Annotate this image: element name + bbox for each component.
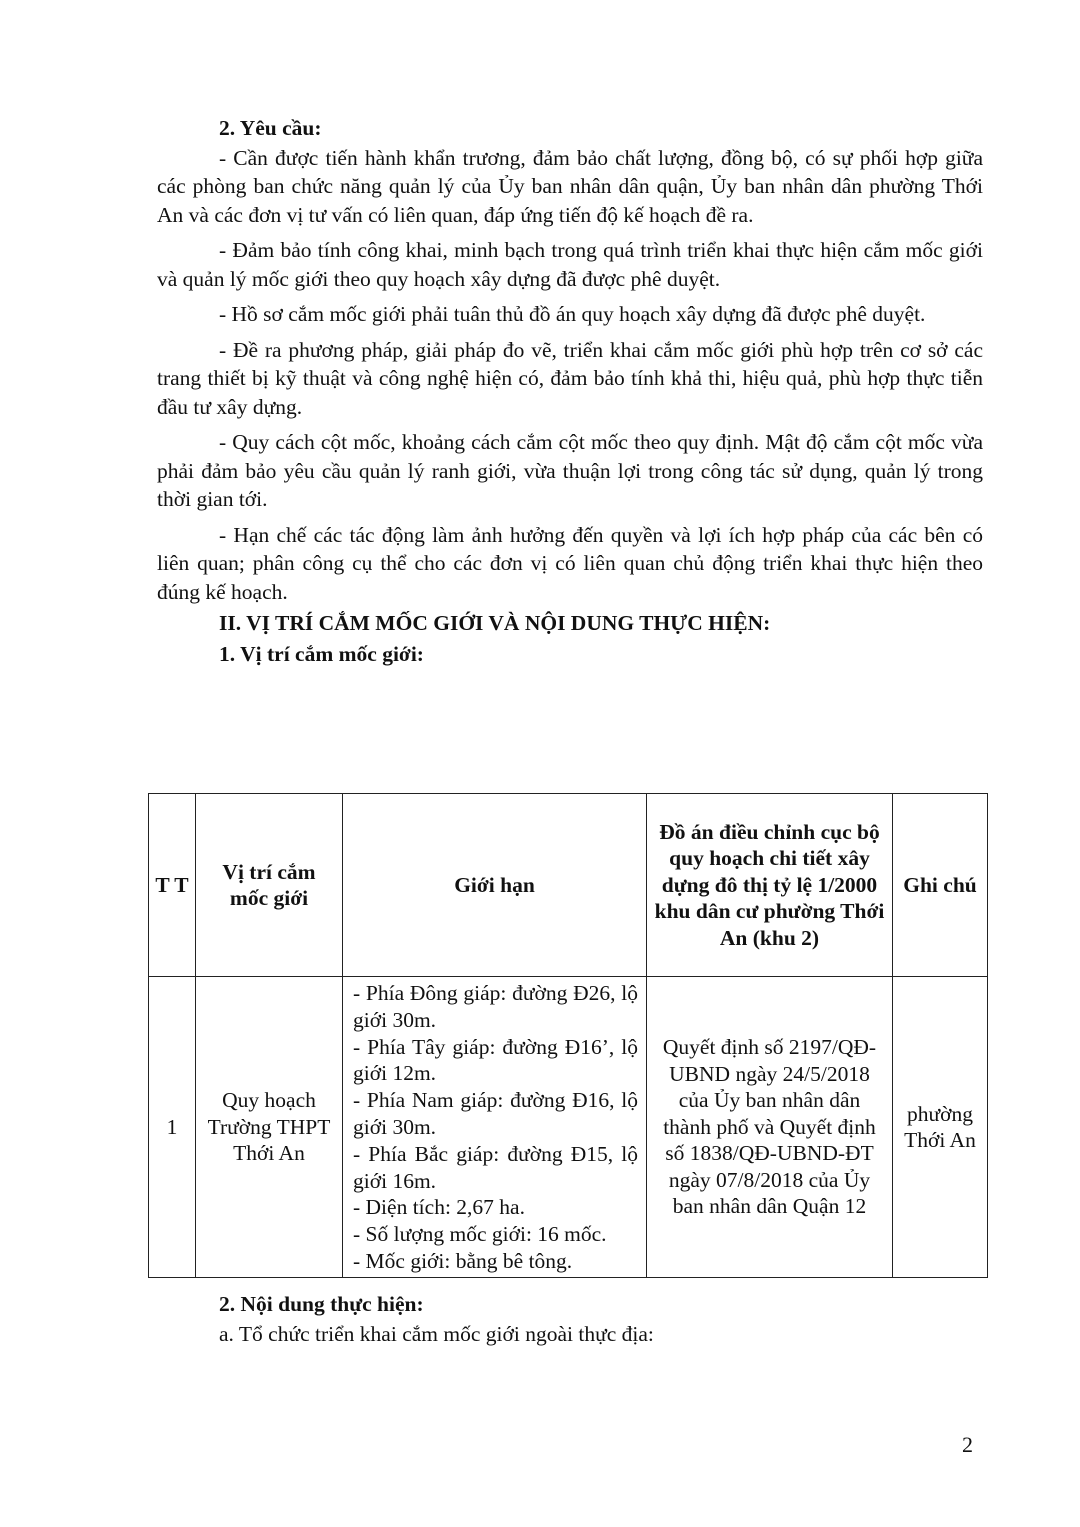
limit-line: - Phía Tây giáp: đường Đ16’, lộ giới 12m. — [353, 1034, 638, 1086]
cell-limits — [343, 977, 647, 1278]
header-plan: Đồ án điều chỉnh cục bộ quy hoạch chi tiết xây dựng đô thị tỷ lệ 1/2000 khu dân cư phường Thới An (khu 2) — [647, 794, 893, 977]
limit-line: - Phía Đông giáp: đường Đ26, lộ giới 30m. — [353, 981, 638, 1032]
content-item-a: a. Tổ chức triển khai cắm mốc giới ngoài thực địa: — [219, 1321, 654, 1346]
location-table — [148, 793, 988, 1278]
limit-line: - Diện tích: 2,67 ha. — [353, 1195, 525, 1220]
location-subheading: 1. Vị trí cắm mốc giới: — [219, 641, 424, 666]
header-limits: Giới hạn — [343, 794, 647, 977]
limit-line: - Phía Nam giáp: đường Đ16, lộ giới 30m. — [353, 1088, 638, 1139]
content-section — [157, 1290, 983, 1355]
requirement-paragraph-2: - Đảm bảo tính công khai, minh bạch trong quá trình triển khai thực hiện cắm mốc giới và quản lý mốc giới theo quy hoạch xây dựng đã được phê duyệt. — [157, 238, 983, 291]
requirement-paragraph-3: - Hồ sơ cắm mốc giới phải tuân thủ đồ án quy hoạch xây dựng đã được phê duyệt. — [219, 302, 926, 326]
requirement-paragraph-4: - Đề ra phương pháp, giải pháp đo vẽ, triển khai cắm mốc giới phù hợp trên cơ sở các trang thiết bị kỹ thuật và công nghệ hiện có, đảm bảo tính khả thi, hiệu quả, phù hợp thực tiễn đầu tư xây dựng. — [157, 337, 983, 419]
requirement-paragraph-1: - Cần được tiến hành khẩn trương, đảm bảo chất lượng, đồng bộ, có sự phối hợp giữa các phòng ban chức năng quản lý của Ủy ban nhân dân quận, Ủy ban nhân dân phường Thới An và các đơn vị tư vấn có liên quan, đáp ứng tiến độ kế hoạch đề ra. — [157, 145, 983, 227]
cell-tt: 1 — [149, 977, 196, 1278]
limit-line: - Số lượng mốc giới: 16 mốc. — [353, 1222, 607, 1247]
header-location: Vị trí cắm mốc giới — [196, 794, 343, 977]
header-tt: T T — [149, 794, 196, 977]
content-heading: 2. Nội dung thực hiện: — [219, 1292, 424, 1316]
table-header-row — [149, 794, 988, 977]
header-note: Ghi chú — [893, 794, 988, 977]
limit-line: - Mốc giới: bằng bê tông. — [353, 1248, 573, 1273]
limit-line: - Phía Bắc giáp: đường Đ15, lộ giới 16m. — [353, 1141, 638, 1193]
cell-plan: Quyết định số 2197/QĐ-UBND ngày 24/5/2018 của Ủy ban nhân dân thành phố và Quyết định số 1838/QĐ-UBND-ĐT ngày 07/8/2018 của Ủy ban nhân dân Quận 12 — [647, 977, 893, 1278]
table-row — [149, 977, 988, 1278]
page-number: 2 — [962, 1432, 973, 1457]
cell-location: Quy hoạch Trường THPT Thới An — [196, 977, 343, 1278]
requirements-section — [157, 114, 983, 671]
location-section-heading: II. VỊ TRÍ CẮM MỐC GIỚI VÀ NỘI DUNG THỰC HIỆN: — [219, 611, 771, 635]
requirement-paragraph-5: - Quy cách cột mốc, khoảng cách cắm cột mốc theo quy định. Mật độ cắm cột mốc vừa phải đảm bảo yêu cầu quản lý ranh giới, vừa thuận lợi trong công tác sử dụng, quản lý trong thời gian tới. — [157, 430, 983, 511]
cell-note: phường Thới An — [893, 977, 988, 1278]
requirement-paragraph-6: - Hạn chế các tác động làm ảnh hưởng đến quyền và lợi ích hợp pháp của các bên có liên quan; phân công cụ thể cho các đơn vị có liên quan chủ động triển khai thực hiện theo đúng kế hoạch. — [157, 522, 983, 604]
requirements-heading: 2. Yêu cầu: — [219, 116, 322, 140]
